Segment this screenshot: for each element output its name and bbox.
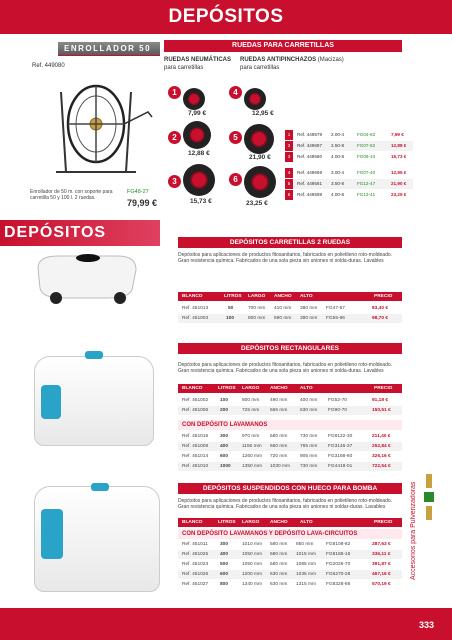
wheel-num-4: 4	[229, 86, 242, 99]
row-price: 391,87 €	[372, 562, 391, 567]
wheel-row-size: 3.00-4	[331, 170, 345, 175]
row-price: 98,70 €	[372, 316, 389, 321]
wheel-row-code: FG09-10	[357, 154, 376, 159]
wheel-row-size: 3.50-8	[331, 181, 345, 186]
wheel-row-ref: Ref. 449580	[297, 154, 323, 159]
col-precio: PRECIO	[374, 294, 393, 299]
wheel-row-ref: Ref. 449579	[297, 132, 323, 137]
row-price: 91,18 €	[372, 398, 389, 403]
row-litros: 300	[220, 434, 229, 439]
wheel-table-row	[285, 130, 413, 140]
row-litros: 200	[220, 408, 229, 413]
row-alto: 905 mm	[300, 454, 318, 459]
row-alto: 730 mm	[300, 434, 318, 439]
tank-lid	[91, 483, 109, 491]
wheel-table-row	[285, 141, 413, 151]
wheel-row-code: FG13-41	[357, 192, 376, 197]
row-largo: 970 mm	[242, 434, 260, 439]
row-ref: Ref. 451023	[182, 562, 209, 567]
side-category-label: Accesorios para Pulverizadoras	[410, 481, 417, 580]
wheel-row-price: 12,95 €	[391, 170, 407, 175]
wheel-row-size: 2.00-4	[331, 132, 345, 137]
col-largo: LARGO	[242, 386, 260, 391]
row-ancho: 410 mm	[274, 306, 292, 311]
enrollador-ref: Ref. 449080	[32, 63, 65, 69]
row-litros: 600	[220, 572, 229, 577]
row-litros: 400	[220, 552, 229, 557]
row-price: 336,11 €	[372, 552, 391, 557]
row-alto: 400 mm	[300, 398, 318, 403]
wheel-row-num: 4	[285, 168, 293, 178]
wheel-3-price: 15,73 €	[190, 198, 212, 205]
table-row	[178, 570, 402, 579]
wheel-num-6: 6	[229, 173, 242, 186]
row-ancho: 1030 mm	[270, 464, 290, 469]
col-precio: PRECIO	[374, 386, 393, 391]
table-row	[178, 304, 402, 313]
wheel-row-code: FG04-82	[357, 132, 376, 137]
row-litros: 500	[220, 562, 229, 567]
row-price: 570,19 €	[372, 582, 391, 587]
table-row	[178, 580, 402, 589]
wheel-5-image	[244, 124, 274, 154]
ruedas-col2-extra: (Macizas)	[317, 57, 344, 63]
row-ancho: 580 mm	[270, 552, 288, 557]
wheel-row-price: 15,73 €	[391, 154, 407, 159]
table-row	[178, 396, 402, 405]
wheel-num-5: 5	[229, 131, 242, 144]
col-litros: LITROS	[224, 294, 242, 299]
ruedas-col2-sub: para carretillas	[240, 65, 280, 71]
row-ancho: 565 mm	[270, 408, 288, 413]
ruedas-col1-title: RUEDAS NEUMÁTICAS	[164, 57, 232, 63]
row-price: 83,40 €	[372, 306, 389, 311]
rectangular-tank-image	[34, 356, 154, 446]
wheel-row-ref: Ref. 449599	[297, 192, 323, 197]
enrollador-header: ENROLLADOR 50 M	[58, 42, 160, 56]
carretillas-desc: Depósitos para aplicaciones de productos fitosanitarios, fabricados en polietileno roto-moldeado. Gran resistencia química. Fabricados de una sola pieza sin uniones ni solda-duras. Lavables	[178, 252, 393, 264]
suspended-tank-image	[34, 486, 160, 592]
page-number: 333	[418, 620, 434, 630]
row-alto: 850 mm	[296, 542, 314, 547]
row-largo: 800 mm	[248, 316, 266, 321]
wheel-row-price: 12,88 €	[391, 143, 407, 148]
row-litros: 50	[228, 306, 234, 311]
row-ancho: 490 mm	[270, 398, 288, 403]
tank-washbasin	[41, 385, 61, 419]
lavacircuitos-subheader: CON DEPÓSITO LAVAMANOS Y DEPÓSITO LAVA-CIRCUITOS	[178, 529, 402, 539]
table-header	[178, 518, 402, 527]
row-code: FG2026-70	[326, 562, 351, 567]
row-ancho: 630 mm	[270, 572, 288, 577]
col-largo: LARGO	[242, 520, 260, 525]
col-litros: LITROS	[218, 386, 236, 391]
col-alto: ALTO	[300, 386, 313, 391]
row-code: FG90-70	[328, 408, 347, 413]
row-largo: 1350 mm	[242, 464, 262, 469]
wheel-4-image	[244, 88, 266, 110]
lavamanos-subheader: CON DEPÓSITO LAVAMANOS	[178, 420, 402, 430]
row-largo: 1150 mm	[242, 444, 262, 449]
wheel-6-image	[244, 166, 276, 198]
row-ref: Ref. 451025	[182, 552, 209, 557]
row-price: 150,51 €	[372, 408, 391, 413]
row-alto: 630 mm	[300, 408, 318, 413]
ruedas-col2-title	[240, 57, 344, 63]
table-row	[178, 406, 402, 415]
row-price: 467,16 €	[372, 572, 391, 577]
suspendidos-header: DEPÓSITOS SUSPENDIDOS CON HUECO PARA BOMBA	[178, 483, 402, 494]
col-blanco: BLANCO	[182, 386, 203, 391]
wheel-row-price: 23,25 €	[391, 192, 407, 197]
wheel-table-row	[285, 168, 413, 178]
row-code: FG3146-37	[328, 444, 353, 449]
row-code: FG8108-82	[326, 542, 351, 547]
suspendidos-table	[178, 518, 402, 598]
wheel-3-image	[183, 164, 215, 196]
col-largo: LARGO	[248, 294, 266, 299]
col-blanco: BLANCO	[182, 294, 203, 299]
row-ref: Ref. 451014	[182, 454, 209, 459]
row-code: FG55-96	[326, 316, 345, 321]
row-ref: Ref. 451016	[182, 434, 209, 439]
row-largo: 700 mm	[248, 306, 266, 311]
wheel-num-1: 1	[168, 86, 181, 99]
wheel-1-image	[183, 88, 205, 110]
row-price: 326,16 €	[372, 454, 391, 459]
row-ref: Ref. 451027	[182, 582, 209, 587]
row-litros: 100	[226, 316, 235, 321]
carretillas-header: DEPÓSITOS CARRETILLAS 2 RUEDAS	[178, 237, 402, 248]
wheel-row-size: 4.00-8	[331, 192, 345, 197]
enrollador-desc: Enrollador de 50 m. con soporte para carretilla 50 y 100 l. 2 ruedas.	[30, 189, 113, 201]
row-ref: Ref. 451002	[182, 398, 209, 403]
tank-side-panel	[41, 509, 63, 559]
row-code: FG4418-01	[328, 464, 353, 469]
ruedas-col1-sub: para carretillas	[164, 65, 204, 71]
wheel-6-price: 23,25 €	[246, 200, 268, 207]
row-litros: 300	[220, 542, 229, 547]
wheel-row-num: 2	[285, 141, 293, 151]
row-code: FG3168-60	[328, 454, 353, 459]
wheel-table-row	[285, 152, 413, 162]
col-ancho: ANCHO	[270, 520, 288, 525]
row-alto: 1035 mm	[296, 572, 316, 577]
wheel-row-ref: Ref. 449697	[297, 143, 323, 148]
row-ref: Ref. 451003	[182, 316, 209, 321]
wheel-row-num: 5	[285, 179, 293, 189]
row-litros: 800	[220, 582, 229, 587]
row-alto: 765 mm	[300, 444, 318, 449]
row-price: 287,63 €	[372, 542, 391, 547]
col-litros: LITROS	[218, 520, 236, 525]
row-ref: Ref. 451008	[182, 444, 209, 449]
row-ref: Ref. 451026	[182, 572, 209, 577]
page-title: DEPÓSITOS	[168, 6, 284, 27]
table-header	[178, 292, 402, 301]
row-alto: 730 mm	[300, 464, 318, 469]
row-litros: 600	[220, 454, 229, 459]
row-ancho: 630 mm	[270, 582, 288, 587]
row-ref: Ref. 451011	[182, 542, 208, 547]
wheel-2-price: 12,88 €	[188, 150, 210, 157]
table-row	[178, 442, 402, 451]
table-row	[178, 550, 402, 559]
col-ancho: ANCHO	[270, 386, 288, 391]
row-litros: 1000	[220, 464, 231, 469]
wheelbarrow-tank-image	[28, 248, 148, 308]
col-blanco: BLANCO	[182, 520, 203, 525]
enrollador-price: 79,99 €	[127, 198, 158, 208]
row-code: FG8328-86	[326, 582, 351, 587]
col-alto: ALTO	[300, 520, 313, 525]
table-row	[178, 560, 402, 569]
row-alto: 380 mm	[300, 306, 318, 311]
row-code: FG6270-28	[326, 572, 351, 577]
wheel-4-price: 12,95 €	[252, 110, 274, 117]
wheel-2-image	[183, 121, 211, 149]
row-code: FG47-67	[326, 306, 345, 311]
row-largo: 725 mm	[242, 408, 260, 413]
wheel-row-code: FG12-47	[357, 181, 376, 186]
wheel-row-num: 6	[285, 190, 293, 200]
wheel-row-ref: Ref. 449581	[297, 181, 323, 186]
row-litros: 100	[220, 398, 229, 403]
table-row	[178, 462, 402, 471]
row-price: 722,54 €	[372, 464, 391, 469]
wheel-row-price: 21,90 €	[391, 181, 407, 186]
bottom-band	[0, 608, 452, 640]
section-title: DEPÓSITOS	[0, 220, 160, 246]
table-row	[178, 314, 402, 323]
wheel-table-row	[285, 190, 413, 200]
row-ancho: 590 mm	[274, 316, 292, 321]
wheel-row-size: 2.50-8	[331, 143, 345, 148]
col-ancho: ANCHO	[274, 294, 292, 299]
wheel-row-num: 1	[285, 130, 293, 140]
tank-lid	[85, 351, 103, 359]
carretillas-table	[178, 292, 402, 332]
row-ref: Ref. 451010	[182, 464, 209, 469]
sprayer-nozzle-icon	[418, 470, 440, 530]
row-alto: 1015 mm	[296, 552, 316, 557]
row-alto: 1315 mm	[296, 582, 316, 587]
col-alto: ALTO	[300, 294, 313, 299]
row-largo: 1050 mm	[242, 552, 262, 557]
wheel-table-row	[285, 179, 413, 189]
table-row	[178, 540, 402, 549]
hose-reel-image	[36, 72, 156, 182]
row-price: 252,84 €	[372, 444, 391, 449]
wheel-row-price: 7,99 €	[391, 132, 404, 137]
rectangulares-desc: Depósitos para aplicaciones de productos fitosanitarios, fabricados en polietileno roto-moldeado. Gran resistencia química. Fabricados de una sola pieza sin uniones ni solda-duras. Lavables	[178, 362, 393, 374]
ruedas-header: RUEDAS PARA CARRETILLAS	[164, 40, 402, 52]
row-ancho: 660 mm	[270, 444, 288, 449]
row-largo: 1010 mm	[242, 542, 262, 547]
wheel-row-num: 3	[285, 152, 293, 162]
row-litros: 400	[220, 444, 229, 449]
wheel-row-size: 4.00-8	[331, 154, 345, 159]
row-code: FG8122-30	[328, 434, 353, 439]
row-ancho: 720 mm	[270, 454, 288, 459]
wheel-num-2: 2	[168, 131, 181, 144]
wheel-num-3: 3	[168, 175, 181, 188]
suspendidos-desc: Depósitos para aplicaciones de productos fitosanitarios, fabricados en polietileno roto-moldeado. Gran resistencia química. Fabricados de una sola pieza sin uniones ni soldar-duras. Lavables	[178, 498, 393, 510]
row-code: FG8188-16	[326, 552, 351, 557]
enrollador-code: FG48-27	[127, 189, 149, 195]
rectangulares-header: DEPÓSITOS RECTANGULARES	[178, 343, 402, 354]
row-alto: 1085 mm	[296, 562, 316, 567]
row-price: 211,40 €	[372, 434, 391, 439]
row-ancho: 580 mm	[270, 562, 288, 567]
wheel-1-price: 7,99 €	[188, 110, 207, 117]
row-largo: 800 mm	[242, 398, 260, 403]
row-largo: 1260 mm	[242, 454, 262, 459]
table-row	[178, 452, 402, 461]
table-header	[178, 384, 402, 393]
row-ref: Ref. 451013	[182, 306, 209, 311]
wheel-row-ref: Ref. 449669	[297, 170, 323, 175]
row-ancho: 580 mm	[270, 542, 288, 547]
row-alto: 390 mm	[300, 316, 318, 321]
wheel-row-code: FG07-82	[357, 143, 376, 148]
wheel-5-price: 21,90 €	[249, 154, 271, 161]
row-largo: 1340 mm	[242, 582, 262, 587]
table-row	[178, 432, 402, 441]
row-largo: 1200 mm	[242, 572, 262, 577]
ruedas-col2-title-bold: RUEDAS ANTIPINCHAZOS	[240, 57, 317, 63]
row-ancho: 580 mm	[270, 434, 288, 439]
col-precio: PRECIO	[374, 520, 393, 525]
wheel-row-code: FG07-40	[357, 170, 376, 175]
row-ref: Ref. 451006	[182, 408, 209, 413]
row-largo: 1050 mm	[242, 562, 262, 567]
row-code: FG52-70	[328, 398, 347, 403]
